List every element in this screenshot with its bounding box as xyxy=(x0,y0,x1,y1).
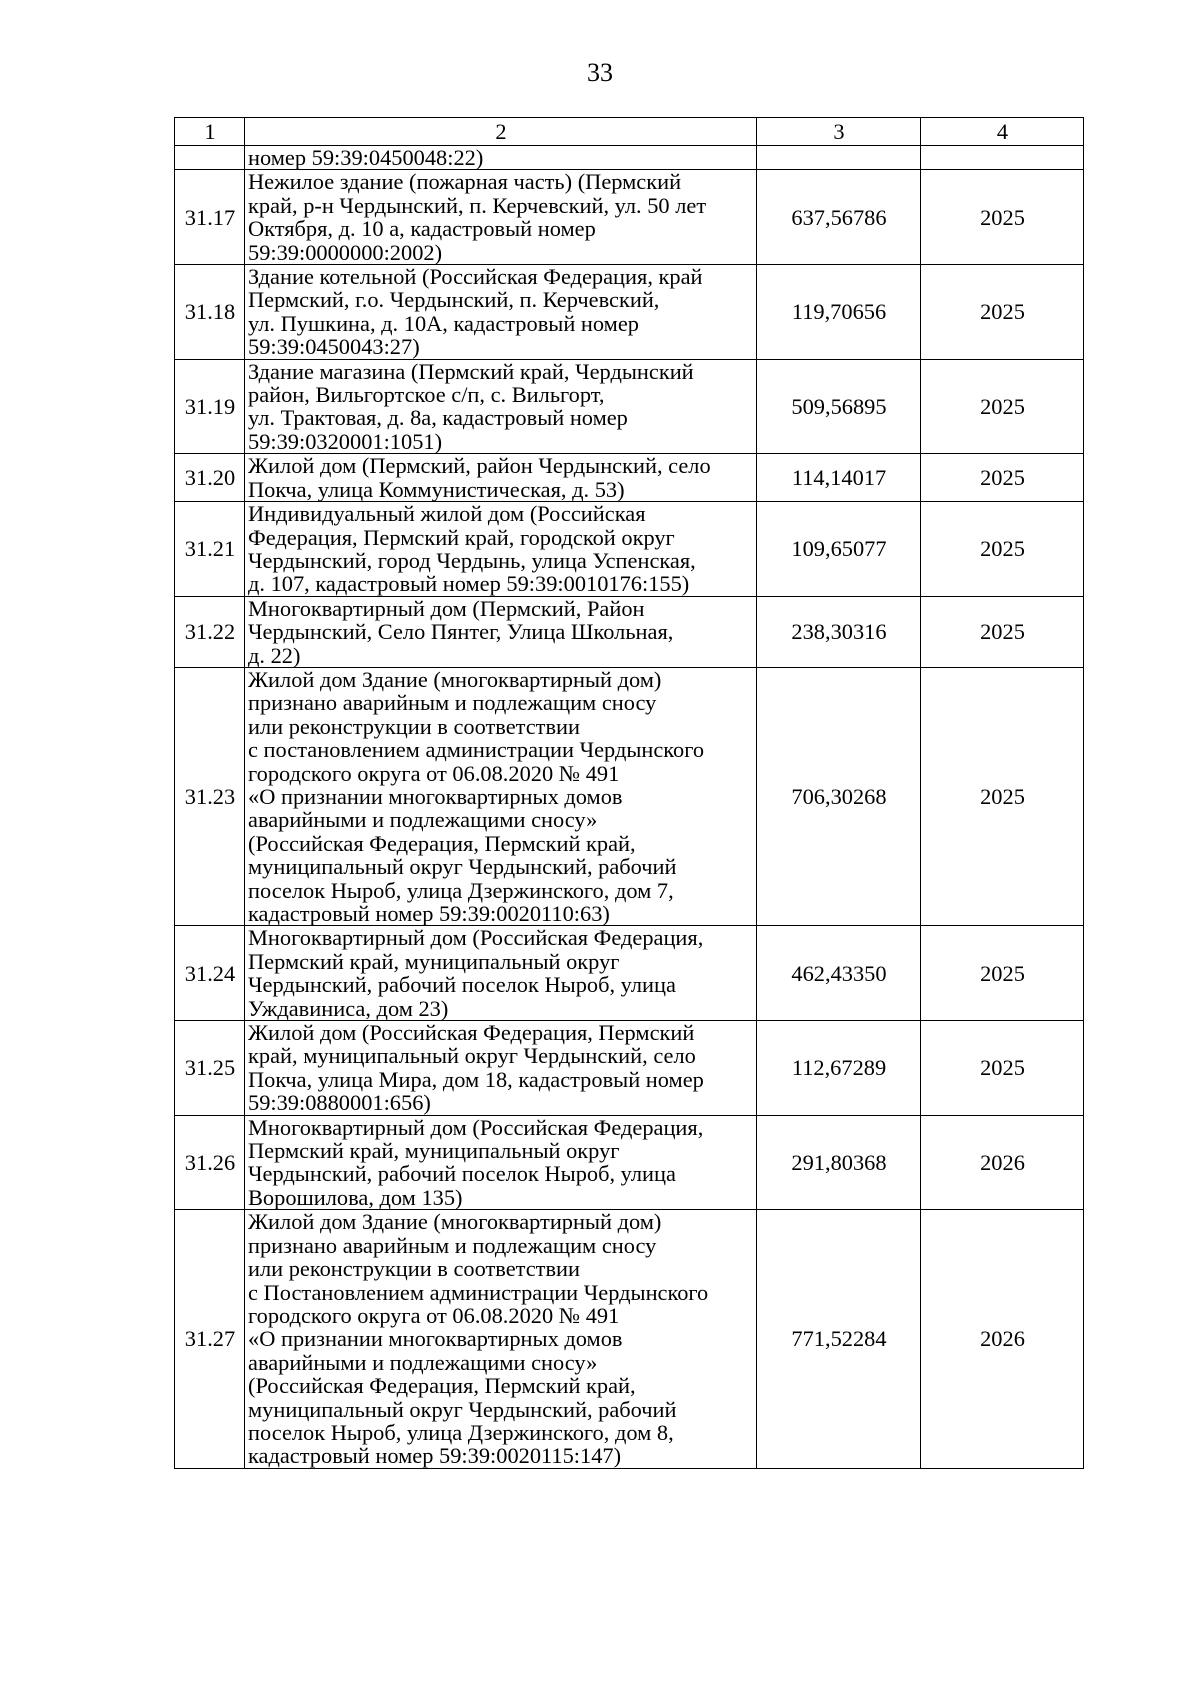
row-number: 31.21 xyxy=(175,502,245,597)
row-year: 2025 xyxy=(921,1021,1084,1116)
row-description: Жилой дом (Пермский, район Чердынский, село Покча, улица Коммунистическая, д. 53) xyxy=(245,454,757,502)
row-description: Жилой дом Здание (многоквартирный дом) признано аварийным и подлежащим сносу или реконструкции в соответствии с Постановлением администрации Чердынского городского округа от 06.08.2020 № 491 «О признании многоквартирных домов аварийными и подлежащими сносу» (Российская Федерация, Пермский край, муниципальный округ Чердынский, рабочий поселок Ныроб, улица Дзержинского, дом 8, кадастровый номер 59:39:0020115:147) xyxy=(245,1210,757,1468)
table-row xyxy=(175,502,1084,597)
table-row xyxy=(175,596,1084,667)
row-number: 31.20 xyxy=(175,454,245,502)
row-value: 109,65077 xyxy=(757,502,921,597)
row-description: Многоквартирный дом (Пермский, Район Чердынский, Село Пянтег, Улица Школьная, д. 22) xyxy=(245,596,757,667)
row-year: 2025 xyxy=(921,926,1084,1021)
row-description: Здание магазина (Пермский край, Чердынский район, Вильгортское с/п, с. Вильгорт, ул. Трактовая, д. 8а, кадастровый номер 59:39:0320001:1051) xyxy=(245,359,757,454)
row-number: 31.19 xyxy=(175,359,245,454)
table-header-row xyxy=(175,118,1084,146)
row-value: 509,56895 xyxy=(757,359,921,454)
table-row xyxy=(175,170,1084,265)
row-year: 2026 xyxy=(921,1115,1084,1210)
table-row xyxy=(175,359,1084,454)
row-year: 2025 xyxy=(921,454,1084,502)
row-description: Многоквартирный дом (Российская Федерация, Пермский край, муниципальный округ Чердынский, рабочий поселок Ныроб, улица Ворошилова, дом 135) xyxy=(245,1115,757,1210)
table-row xyxy=(175,667,1084,925)
column-header-1: 1 xyxy=(175,118,245,146)
row-value: 238,30316 xyxy=(757,596,921,667)
row-number xyxy=(175,146,245,170)
table-row xyxy=(175,454,1084,502)
column-header-2: 2 xyxy=(245,118,757,146)
row-description: Индивидуальный жилой дом (Российская Федерация, Пермский край, городской округ Чердынский, город Чердынь, улица Успенская, д. 107, кадастровый номер 59:39:0010176:155) xyxy=(245,502,757,597)
row-number: 31.23 xyxy=(175,667,245,925)
row-number: 31.27 xyxy=(175,1210,245,1468)
row-value: 706,30268 xyxy=(757,667,921,925)
row-year: 2025 xyxy=(921,596,1084,667)
row-description: Нежилое здание (пожарная часть) (Пермский край, р-н Чердынский, п. Керчевский, ул. 50 лет Октября, д. 10 а, кадастровый номер 59:39:0000000:2002) xyxy=(245,170,757,265)
row-year: 2026 xyxy=(921,1210,1084,1468)
row-year: 2025 xyxy=(921,170,1084,265)
row-value: 119,70656 xyxy=(757,265,921,360)
row-description: Жилой дом Здание (многоквартирный дом) признано аварийным и подлежащим сносу или реконструкции в соответствии с постановлением администрации Чердынского городского округа от 06.08.2020 № 491 «О признании многоквартирных домов аварийными и подлежащими сносу» (Российская Федерация, Пермский край, муниципальный округ Чердынский, рабочий поселок Ныроб, улица Дзержинского, дом 7, кадастровый номер 59:39:0020110:63) xyxy=(245,667,757,925)
row-number: 31.26 xyxy=(175,1115,245,1210)
row-value: 462,43350 xyxy=(757,926,921,1021)
objects-table xyxy=(174,117,1084,1469)
row-year: 2025 xyxy=(921,667,1084,925)
row-value xyxy=(757,146,921,170)
row-value: 637,56786 xyxy=(757,170,921,265)
row-number: 31.25 xyxy=(175,1021,245,1116)
table-row xyxy=(175,265,1084,360)
row-value: 771,52284 xyxy=(757,1210,921,1468)
row-year: 2025 xyxy=(921,359,1084,454)
row-number: 31.17 xyxy=(175,170,245,265)
table-row-continuation xyxy=(175,146,1084,170)
row-year: 2025 xyxy=(921,502,1084,597)
row-year xyxy=(921,146,1084,170)
table-row xyxy=(175,1210,1084,1468)
page-number: 33 xyxy=(587,58,613,87)
row-number: 31.24 xyxy=(175,926,245,1021)
row-number: 31.22 xyxy=(175,596,245,667)
row-description: Здание котельной (Российская Федерация, край Пермский, г.о. Чердынский, п. Керчевский, ул. Пушкина, д. 10А, кадастровый номер 59:39:0450043:27) xyxy=(245,265,757,360)
table-row xyxy=(175,926,1084,1021)
column-header-3: 3 xyxy=(757,118,921,146)
row-description: номер 59:39:0450048:22) xyxy=(245,146,757,170)
column-header-4: 4 xyxy=(921,118,1084,146)
row-value: 291,80368 xyxy=(757,1115,921,1210)
table-row xyxy=(175,1021,1084,1116)
row-year: 2025 xyxy=(921,265,1084,360)
row-number: 31.18 xyxy=(175,265,245,360)
row-value: 114,14017 xyxy=(757,454,921,502)
row-description: Многоквартирный дом (Российская Федерация, Пермский край, муниципальный округ Чердынский, рабочий поселок Ныроб, улица Уждавиниса, дом 23) xyxy=(245,926,757,1021)
row-value: 112,67289 xyxy=(757,1021,921,1116)
table-row xyxy=(175,1115,1084,1210)
row-description: Жилой дом (Российская Федерация, Пермский край, муниципальный округ Чердынский, село Покча, улица Мира, дом 18, кадастровый номер 59:39:0880001:656) xyxy=(245,1021,757,1116)
